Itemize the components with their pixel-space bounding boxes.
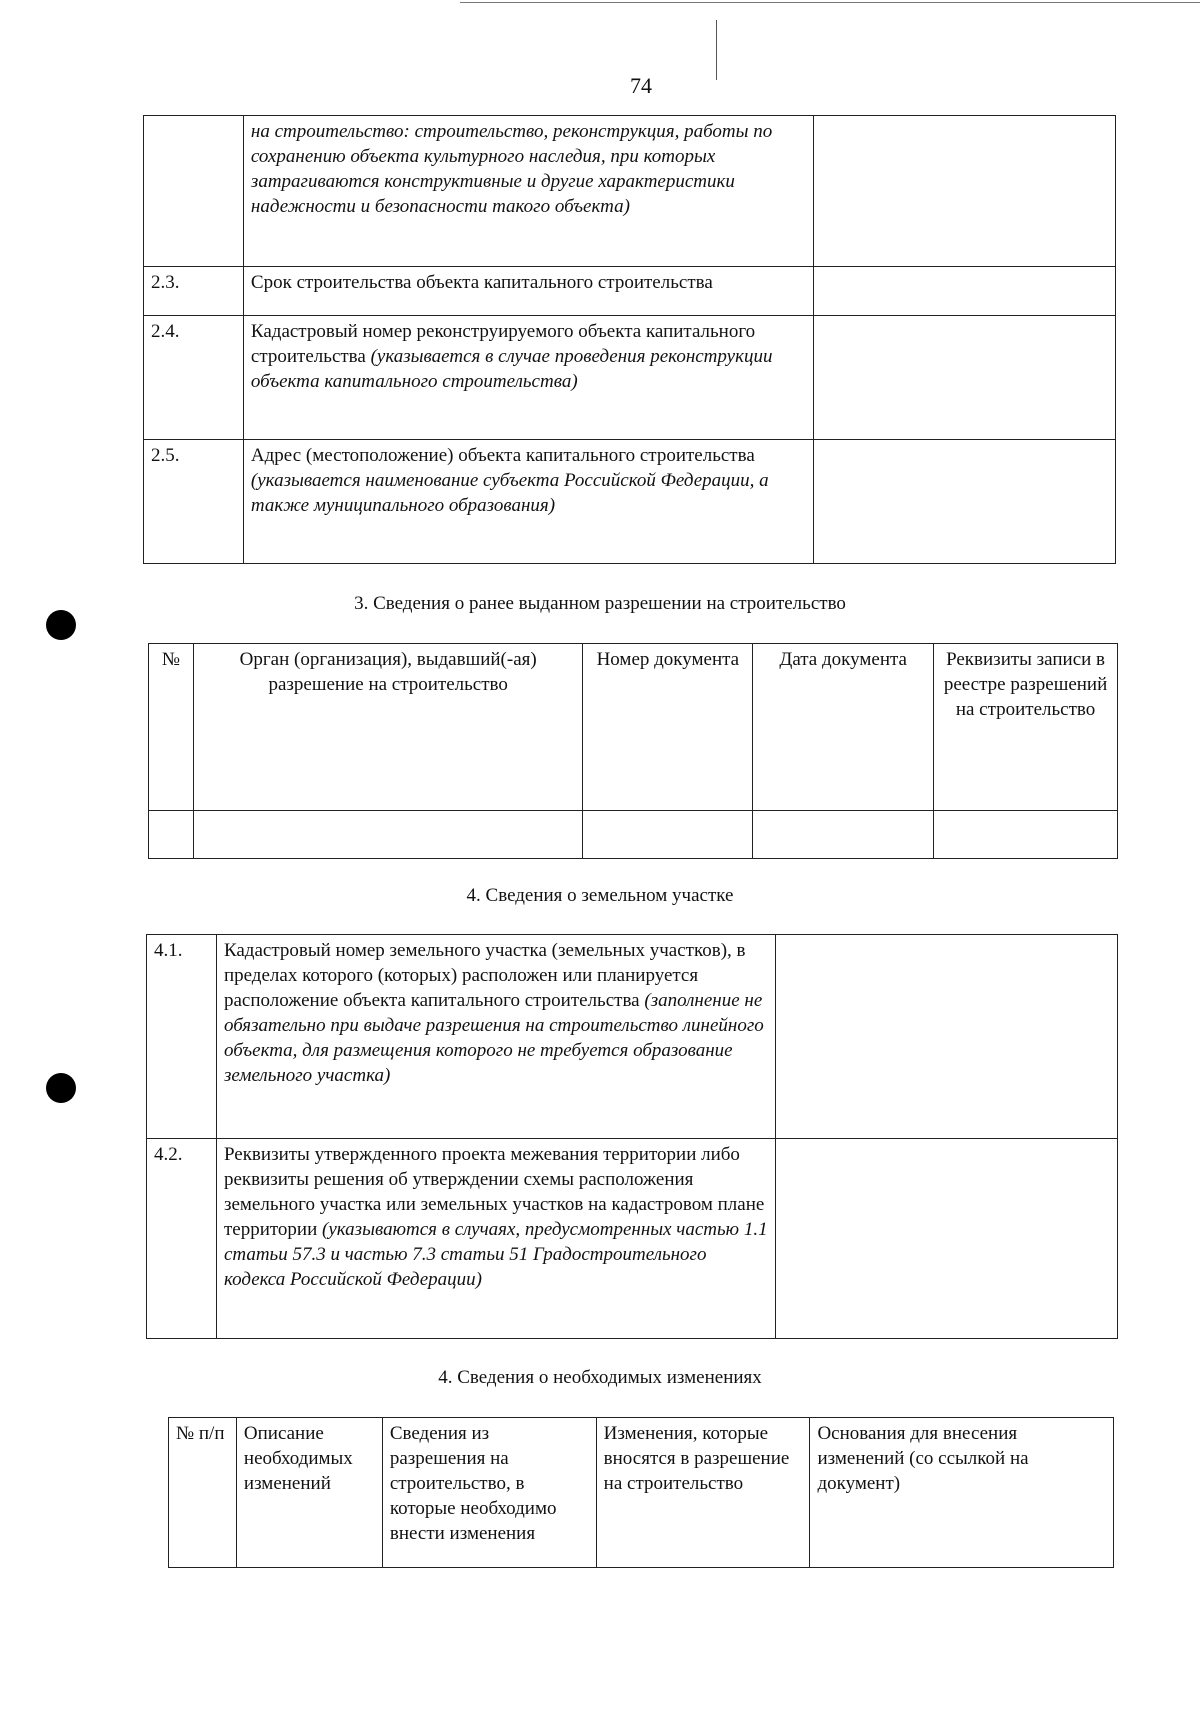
scan-fold-line — [716, 20, 717, 80]
punch-hole — [46, 1073, 76, 1103]
row-number — [144, 116, 244, 267]
table-row — [144, 440, 1116, 564]
row-value-cell[interactable] — [814, 267, 1116, 316]
table-row — [144, 316, 1116, 440]
row-number: 2.4. — [144, 316, 244, 440]
row-description: Кадастровый номер земельного участка (земельных участков), в пределах которого (которых) расположен или планируется расположение объекта капитального строительства (заполнение не обязательно при выдаче разрешения на строительство линейного объекта, для размещения которого не требуется образование земельного участка) — [216, 935, 775, 1139]
row-value-cell[interactable] — [814, 116, 1116, 267]
row-description: Срок строительства объекта капитального строительства — [243, 267, 813, 316]
column-header: № — [149, 644, 194, 811]
page-number: 74 — [630, 73, 652, 98]
row-note: (указывается наименование субъекта Российской Федерации, а также муниципального образования) — [250, 470, 769, 516]
row-value-cell[interactable] — [776, 1139, 1118, 1339]
column-header: Дата документа — [753, 644, 934, 811]
row-description: Кадастровый номер реконструируемого объекта капитального строительства (указывается в случае проведения реконструкции объекта капитального строительства) — [243, 316, 813, 440]
row-note: (заполнение не обязательно при выдаче разрешения на строительство линейного объекта, для размещения которого не требуется образование земельного участка) — [223, 990, 764, 1086]
table-header-row — [169, 1418, 1114, 1568]
column-header: Изменения, которые вносятся в разрешение на строительство — [596, 1418, 810, 1568]
table-header-row — [149, 644, 1118, 811]
section4-title: 4. Сведения о земельном участке — [466, 885, 734, 906]
column-header: Номер документа — [583, 644, 753, 811]
table-row — [144, 267, 1116, 316]
table-cell[interactable] — [583, 811, 753, 859]
table-row — [147, 1139, 1118, 1339]
table-cell[interactable] — [149, 811, 194, 859]
column-header: Сведения из разрешения на строительство, в которые необходимо внести изменения — [382, 1418, 596, 1568]
section2-table — [143, 115, 1116, 564]
table-row — [144, 116, 1116, 267]
table-cell[interactable] — [934, 811, 1118, 859]
row-number: 4.2. — [147, 1139, 217, 1339]
scan-edge-line — [460, 2, 1200, 3]
table-row — [149, 811, 1118, 859]
column-header: № п/п — [169, 1418, 237, 1568]
row-value-cell[interactable] — [776, 935, 1118, 1139]
row-description: Адрес (местоположение) объекта капитального строительства (указывается наименование субъекта Российской Федерации, а также муниципального образования) — [243, 440, 813, 564]
column-header: Основания для внесения изменений (со ссылкой на документ) — [810, 1418, 1114, 1568]
row-note: (указываются в случаях, предусмотренных частью 1.1 статьи 57.3 и частью 7.3 статьи 51 Градостроительного кодекса Российской Федерации) — [223, 1219, 768, 1290]
row-number: 2.5. — [144, 440, 244, 564]
row-note: на строительство: строительство, реконструкция, работы по сохранению объекта культурного наследия, при которых затрагиваются конструктивные и другие характеристики надежности и безопасности такого объекта) — [250, 121, 773, 217]
column-header: Реквизиты записи в реестре разрешений на строительство — [934, 644, 1118, 811]
section5-table — [168, 1417, 1114, 1568]
section5-title: 4. Сведения о необходимых изменениях — [438, 1367, 762, 1388]
row-value-cell[interactable] — [814, 440, 1116, 564]
section4-table — [146, 934, 1118, 1339]
table-row — [147, 935, 1118, 1139]
row-description — [243, 116, 813, 267]
row-description: Реквизиты утвержденного проекта межевания территории либо реквизиты решения об утверждении схемы расположения земельного участка или земельных участков на кадастровом плане территории (указываются в случаях, предусмотренных частью 1.1 статьи 57.3 и частью 7.3 статьи 51 Градостроительного кодекса Российской Федерации) — [216, 1139, 775, 1339]
row-note: (указывается в случае проведения реконструкции объекта капитального строительства) — [250, 346, 773, 392]
row-number: 2.3. — [144, 267, 244, 316]
section3-table — [148, 643, 1118, 859]
column-header: Описание необходимых изменений — [236, 1418, 382, 1568]
column-header: Орган (организация), выдавший(-ая) разрешение на строительство — [193, 644, 582, 811]
row-value-cell[interactable] — [814, 316, 1116, 440]
table-cell[interactable] — [193, 811, 582, 859]
section3-title: 3. Сведения о ранее выданном разрешении на строительство — [354, 593, 846, 614]
row-number: 4.1. — [147, 935, 217, 1139]
table-cell[interactable] — [753, 811, 934, 859]
